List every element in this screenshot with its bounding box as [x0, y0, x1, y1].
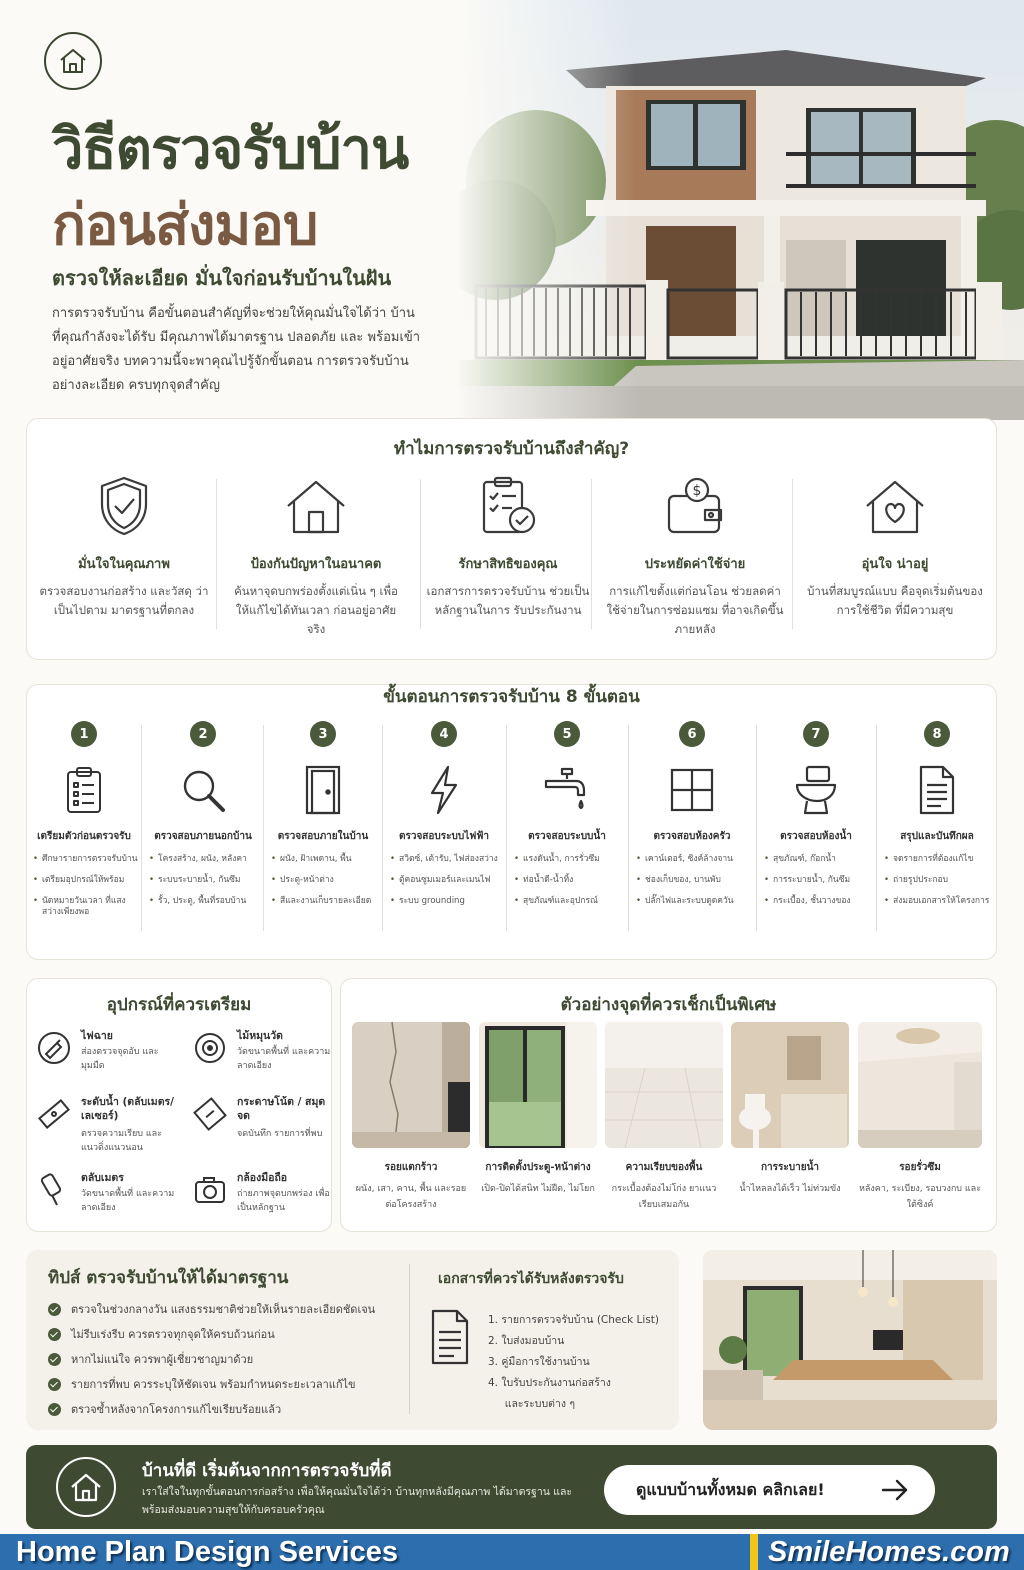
check-title: ความเรียบของพื้น	[625, 1162, 703, 1173]
why-item	[595, 469, 795, 639]
why-item	[413, 469, 603, 639]
tip-text: หากไม่แน่ใจ ควรพาผู้เชี่ยวชาญมาด้วย	[71, 1353, 254, 1366]
step-title: เตรียมตัวก่อนตรวจรับ	[37, 831, 131, 842]
tool-name: ตลับเมตร	[81, 1172, 124, 1184]
tool-desc: ถ่ายภาพจุดบกพร่อง เพื่อเป็นหลักฐาน	[237, 1189, 330, 1213]
step-number: 1	[71, 721, 97, 747]
divider	[756, 725, 757, 931]
check-text: หลังคา, ระเบียง, รอบวงกบ และใต้ซิงค์	[858, 1184, 982, 1210]
check-text: กระเบื้องต้องไม่โก่ง ยาแนวเรียบเสมอกัน	[611, 1184, 717, 1210]
cta-button-label: ดูแบบบ้านทั้งหมด คลิกเลย!	[636, 1479, 825, 1499]
doc-item: 1. รายการตรวจรับบ้าน (Check List)	[488, 1314, 660, 1326]
step-bullet: • กระเบื้อง, ชั้นวางของ	[764, 896, 874, 907]
tip-item	[48, 1375, 356, 1393]
floor-tiles-photo	[605, 1022, 723, 1148]
step-bullet: • ผนัง, ฝ้าเพดาน, พื้น	[271, 854, 381, 865]
tool-desc: วัดขนาดพื้นที่ และความลาดเอียง	[237, 1047, 331, 1071]
level-icon	[37, 1097, 71, 1131]
why-item-text: ค้นหาจุดบกพร่องตั้งแต่เนิ่น ๆ เพื่อให้แก้ไขได้ทันเวลา ก่อนอยู่อาศัยจริง	[234, 584, 398, 636]
step-bullet: • สุขภัณฑ์และอุปกรณ์	[514, 896, 626, 907]
door-icon	[265, 759, 381, 821]
step-number: 2	[190, 721, 216, 747]
divider	[591, 479, 592, 629]
hero-section	[0, 0, 1024, 420]
hero-title-line2: ก่อนส่งมอบ	[52, 193, 318, 258]
divider	[263, 725, 264, 931]
why-item-title: อุ่นใจ น่าอยู่	[861, 557, 929, 572]
tools-title: อุปกรณ์ที่ควรเตรียม	[106, 995, 252, 1015]
divider	[792, 479, 793, 629]
step-title: ตรวจสอบภายนอกบ้าน	[154, 831, 252, 842]
tool-item	[183, 1169, 333, 1239]
why-item-title: ป้องกันปัญหาในอนาคต	[250, 557, 382, 572]
house-heart-icon	[795, 469, 995, 543]
step-bullet: • จดรายการที่ต้องแก้ไข	[884, 854, 996, 865]
step-number: 3	[310, 721, 336, 747]
tip-item	[48, 1325, 275, 1343]
why-item	[795, 469, 995, 639]
special-title: ตัวอย่างจุดที่ควรเช็กเป็นพิเศษ	[560, 995, 777, 1015]
banner-services-text: Home Plan Design Services	[16, 1536, 398, 1568]
svg-text:$: $	[692, 483, 702, 499]
document-icon	[430, 1308, 470, 1370]
interior-photo	[703, 1250, 997, 1430]
docs-title: เอกสารที่ควรได้รับหลังตรวจรับ	[438, 1271, 624, 1287]
divider	[876, 725, 877, 931]
check-point	[605, 1022, 723, 1213]
step-item	[758, 721, 874, 945]
lightning-icon	[384, 759, 504, 821]
step-bullets	[878, 854, 996, 907]
tip-text: ไม่รีบเร่งรีบ ควรตรวจทุกจุดให้ครบถ้วนก่อน	[71, 1328, 275, 1341]
doc-item: 4. ใบรับประกันงานก่อสร้าง	[488, 1377, 611, 1389]
step-bullet: • ตู้คอนซูมเมอร์และเมนไฟ	[390, 875, 504, 886]
step-number: 7	[803, 721, 829, 747]
doc-item: และระบบต่าง ๆ	[488, 1398, 575, 1410]
magnifier-icon	[143, 759, 263, 821]
arrow-right-icon	[881, 1478, 909, 1502]
tip-text: ตรวจในช่วงกลางวัน แสงธรรมชาติช่วยให้เห็นรายละเอียดชัดเจน	[71, 1303, 376, 1316]
step-item	[384, 721, 504, 945]
check-point	[731, 1022, 849, 1197]
check-circle-icon	[48, 1353, 61, 1366]
step-item	[508, 721, 626, 945]
bathroom-photo	[731, 1022, 849, 1148]
tool-item	[183, 1027, 333, 1097]
check-circle-icon	[48, 1328, 61, 1341]
step-bullet: • แรงดันน้ำ, การรั่วซึม	[514, 854, 626, 865]
check-title: การติดตั้งประตู-หน้าต่าง	[485, 1162, 591, 1173]
step-bullet: • เคาน์เตอร์, ซิงค์ล้างจาน	[636, 854, 754, 865]
step-title: ตรวจสอบระบบน้ำ	[528, 831, 606, 842]
tip-item	[48, 1400, 281, 1418]
tool-item	[27, 1027, 177, 1097]
step-bullet: • ระบบ grounding	[390, 896, 504, 907]
steps-card	[26, 684, 997, 960]
step-bullet: • สวิตซ์, เต้ารับ, ไฟส่องสว่าง	[390, 854, 504, 865]
why-item-title: รักษาสิทธิของคุณ	[458, 557, 558, 572]
window-door-photo	[479, 1022, 597, 1148]
tool-name: ระดับน้ำ (ตลับเมตร/เลเซอร์)	[81, 1096, 175, 1122]
house-icon	[219, 469, 413, 543]
why-item-text: บ้านที่สมบูรณ์แบบ คือจุดเริ่มต้นของการใช้ชีวิต ที่มีความสุข	[807, 584, 983, 617]
doc-item: 3. คู่มือการใช้งานบ้าน	[488, 1356, 590, 1368]
check-point	[858, 1022, 982, 1213]
check-title: รอยแตกร้าว	[384, 1162, 438, 1173]
step-bullets	[630, 854, 754, 907]
step-bullet: • ช่องเก็บของ, บานพับ	[636, 875, 754, 886]
step-bullets	[758, 854, 874, 907]
step-item	[27, 721, 141, 945]
divider	[216, 479, 217, 629]
cta-text: เราใส่ใจในทุกขั้นตอนการก่อสร้าง เพื่อให้คุณมั่นใจได้ว่า บ้านทุกหลังมีคุณภาพ ได้มาตรฐาน และพร้อมส่งมอบความสุขให้กับครอบครัวคุณ	[142, 1486, 573, 1516]
tool-name: กระดาษโน้ต / สมุดจด	[237, 1096, 326, 1122]
step-bullet: • รั้ว, ประตู, พื้นที่รอบบ้าน	[149, 896, 263, 907]
step-bullet: • ท่อน้ำดี-น้ำทิ้ง	[514, 875, 626, 886]
step-item	[878, 721, 996, 945]
shield-check-icon	[27, 469, 221, 543]
step-bullet: • สุขภัณฑ์, ก๊อกน้ำ	[764, 854, 874, 865]
crack-wall-photo	[352, 1022, 470, 1148]
tool-desc: ตรวจความเรียบ และแนวดิ่งแนวนอน	[81, 1129, 162, 1153]
tool-name: ไม้หมุนวัด	[237, 1030, 283, 1042]
cta-title: บ้านที่ดี เริ่มต้นจากการตรวจรับที่ดี	[142, 1461, 392, 1481]
home-badge-icon	[44, 32, 102, 90]
flashlight-icon	[37, 1031, 71, 1065]
divider	[506, 725, 507, 931]
step-bullet: • ศึกษารายการตรวจรับบ้าน	[33, 854, 141, 865]
hero-fade-overlay	[456, 0, 636, 420]
tool-item	[27, 1169, 177, 1239]
why-important-card	[26, 418, 997, 660]
tips-title: ทิปส์ ตรวจรับบ้านให้ได้มาตรฐาน	[48, 1268, 289, 1288]
hero-intro-text: การตรวจรับบ้าน คือขั้นตอนสำคัญที่จะช่วยให้คุณมั่นใจได้ว่า บ้านที่คุณกำลังจะได้รับ มีคุณภาพได้มาตรฐาน ปลอดภัย และ พร้อมเข้าอยู่อาศัยจริง บทความนี้จะพาคุณไปรู้จักขั้นตอน การตรวจรับบ้านอย่างละเอียด ครบทุกจุดสำคัญ	[52, 306, 421, 393]
step-item	[143, 721, 263, 945]
faucet-icon	[508, 759, 626, 821]
step-bullet: • ปลั๊กไฟและระบบดูดควัน	[636, 896, 754, 907]
why-item-title: มั่นใจในคุณภาพ	[78, 557, 170, 572]
tip-item	[48, 1300, 375, 1318]
step-bullet: • ประตู-หน้าต่าง	[271, 875, 381, 886]
check-point	[352, 1022, 470, 1213]
check-point	[479, 1022, 597, 1197]
tip-text: ตรวจซ้ำหลังจากโครงการแก้ไขเรียบร้อยแล้ว	[71, 1403, 282, 1416]
step-bullets	[143, 854, 263, 907]
divider	[141, 725, 142, 931]
tool-desc: จดบันทึก รายการที่พบ	[237, 1129, 323, 1139]
check-circle-icon	[48, 1403, 61, 1416]
camera-icon	[193, 1173, 227, 1207]
why-title: ทำไมการตรวจรับบ้านถึงสำคัญ?	[393, 439, 630, 459]
special-checks-card	[340, 978, 997, 1232]
step-title: สรุปและบันทึกผล	[900, 831, 974, 842]
step-item	[265, 721, 381, 945]
banner-divider	[750, 1534, 758, 1570]
tiles-icon	[630, 759, 754, 821]
check-text: น้ำไหลลงได้เร็ว ไม่ท่วมขัง	[739, 1184, 841, 1194]
tools-card	[26, 978, 332, 1232]
document-icon	[878, 759, 996, 821]
tool-item	[27, 1093, 177, 1163]
divider	[382, 725, 383, 931]
tips-card	[26, 1250, 679, 1430]
step-bullets	[27, 854, 141, 918]
tape-measure-icon	[193, 1031, 227, 1065]
step-bullet: • ถ่ายรูปประกอบ	[884, 875, 996, 886]
step-bullet: • เตรียมอุปกรณ์ให้พร้อม	[33, 875, 141, 886]
tool-name: ไฟฉาย	[81, 1030, 113, 1042]
toilet-icon	[758, 759, 874, 821]
notepad-icon	[193, 1097, 227, 1131]
divider	[409, 1264, 410, 1414]
step-bullet: • นัดหมายวันเวลา ที่แสงสว่างเพียงพอ	[33, 896, 141, 918]
tool-desc: วัดขนาดพื้นที่ และความลาดเอียง	[81, 1189, 175, 1213]
hero-title-line1: วิธีตรวจรับบ้าน	[52, 117, 409, 182]
clipboard-check-icon	[413, 469, 603, 543]
why-item-title: ประหยัดค่าใช้จ่าย	[644, 557, 746, 572]
why-item-text: เอกสารการตรวจรับบ้าน ช่วยเป็นหลักฐานในการ รับประกันงาน	[426, 584, 590, 617]
check-circle-icon	[48, 1378, 61, 1391]
step-bullets	[508, 854, 626, 907]
home-icon	[56, 1457, 116, 1517]
step-number: 8	[924, 721, 950, 747]
footer-banner	[0, 1534, 1024, 1570]
tip-item	[48, 1350, 253, 1368]
docs-list	[488, 1310, 659, 1415]
why-item	[219, 469, 413, 639]
step-bullet: • โครงสร้าง, ผนัง, หลังคา	[149, 854, 263, 865]
why-item-text: ตรวจสอบงานก่อสร้าง และวัสดุ ว่าเป็นไปตาม มาตรฐานที่ตกลง	[39, 584, 209, 617]
tool-desc: ส่องตรวจจุดอับ และมุมมืด	[81, 1047, 159, 1071]
step-bullet: • การระบายน้ำ, กันซึม	[764, 875, 874, 886]
step-item	[630, 721, 754, 945]
clipboard-list-icon	[27, 759, 141, 821]
step-number: 4	[431, 721, 457, 747]
divider	[628, 725, 629, 931]
leak-ceiling-photo	[858, 1022, 982, 1148]
step-title: ตรวจสอบห้องน้ำ	[780, 831, 852, 842]
view-all-plans-button[interactable]	[604, 1465, 935, 1515]
step-number: 6	[679, 721, 705, 747]
tool-name: กล้องมือถือ	[237, 1172, 288, 1184]
step-title: ตรวจสอบระบบไฟฟ้า	[398, 831, 490, 842]
doc-item: 2. ใบส่งมอบบ้าน	[488, 1335, 565, 1347]
step-title: ตรวจสอบภายในบ้าน	[277, 831, 369, 842]
hero-subtitle: ตรวจให้ละเอียด มั่นใจก่อนรับบ้านในฝัน	[52, 266, 392, 290]
why-item	[27, 469, 221, 639]
wallet-icon	[595, 469, 795, 543]
tool-item	[183, 1093, 333, 1163]
check-circle-icon	[48, 1303, 61, 1316]
step-title: ตรวจสอบห้องครัว	[653, 831, 731, 842]
check-text: ผนัง, เสา, คาน, พื้น และรอยต่อโครงสร้าง	[355, 1184, 467, 1210]
step-bullet: • สีและงานเก็บรายละเอียด	[271, 896, 381, 907]
banner-site-link[interactable]: SmileHomes.com	[768, 1536, 1010, 1568]
measure-icon	[37, 1173, 71, 1207]
steps-title: ขั้นตอนการตรวจรับบ้าน 8 ขั้นตอน	[383, 687, 640, 707]
check-title: การระบายน้ำ	[760, 1162, 820, 1173]
check-text: เปิด-ปิดได้สนิท ไม่ฝืด, ไม่โยก	[481, 1184, 595, 1194]
step-bullets	[265, 854, 381, 907]
step-number: 5	[554, 721, 580, 747]
tip-text: รายการที่พบ ควรระบุให้ชัดเจน พร้อมกำหนดระยะเวลาแก้ไข	[71, 1378, 356, 1391]
step-bullet: • ส่งมอบเอกสารให้โครงการ	[884, 896, 996, 907]
why-item-text: การแก้ไขตั้งแต่ก่อนโอน ช่วยลดค่าใช้จ่ายในการซ่อมแซม ที่อาจเกิดขึ้นภายหลัง	[606, 584, 784, 636]
step-bullets	[384, 854, 504, 907]
cta-banner	[26, 1445, 997, 1529]
check-title: รอยรั่วซึม	[899, 1162, 941, 1173]
step-bullet: • ระบบระบายน้ำ, กันซึม	[149, 875, 263, 886]
